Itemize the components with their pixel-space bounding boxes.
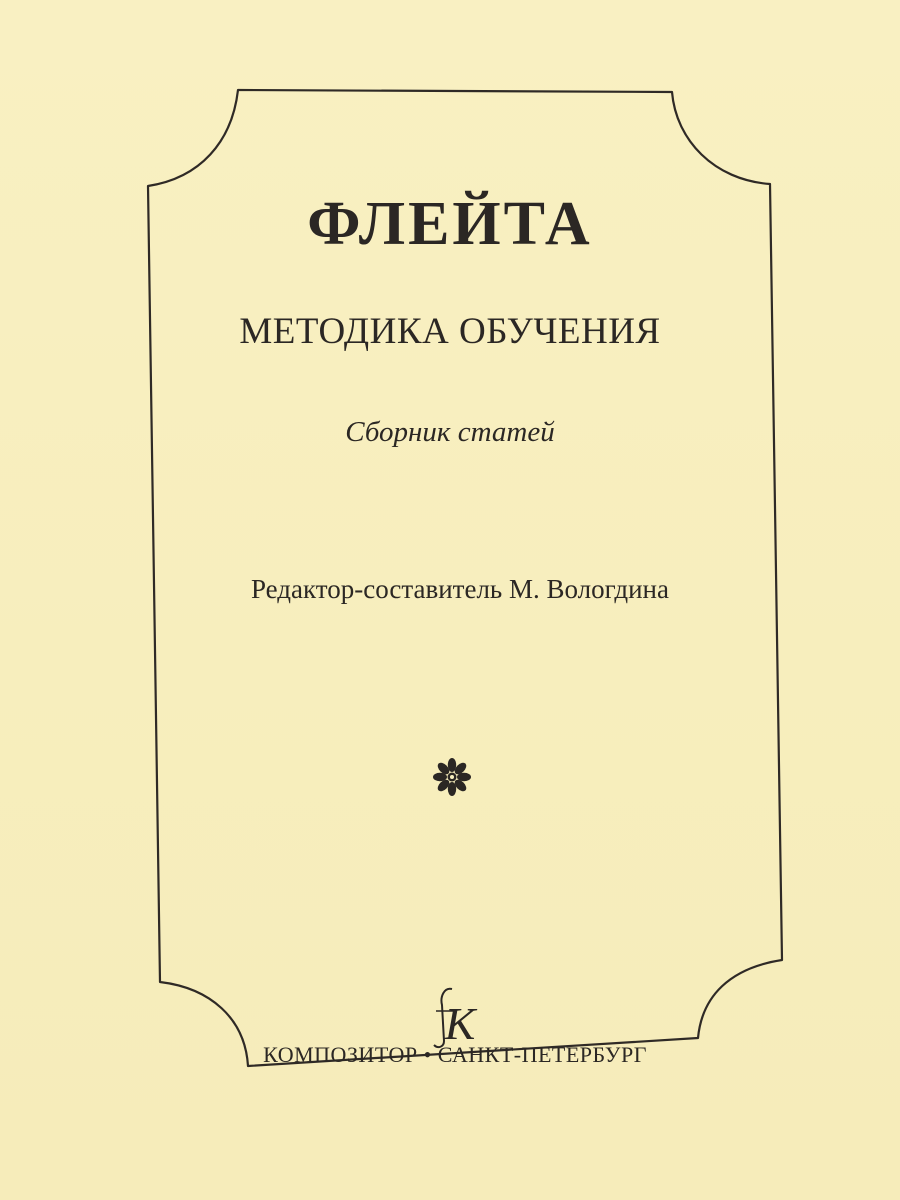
editor-credit: Редактор-составитель М. Вологдина [251, 574, 669, 604]
flower-icon [430, 755, 474, 799]
publisher-line: КОМПОЗИТОР • САНКТ-ПЕТЕРБУРГ [263, 1042, 647, 1067]
book-subtitle: МЕТОДИКА ОБУЧЕНИЯ [239, 311, 661, 352]
collection-label: Сборник статей [345, 416, 555, 448]
logo-letter: K [444, 998, 476, 1049]
book-title: ФЛЕЙТА [307, 190, 593, 258]
